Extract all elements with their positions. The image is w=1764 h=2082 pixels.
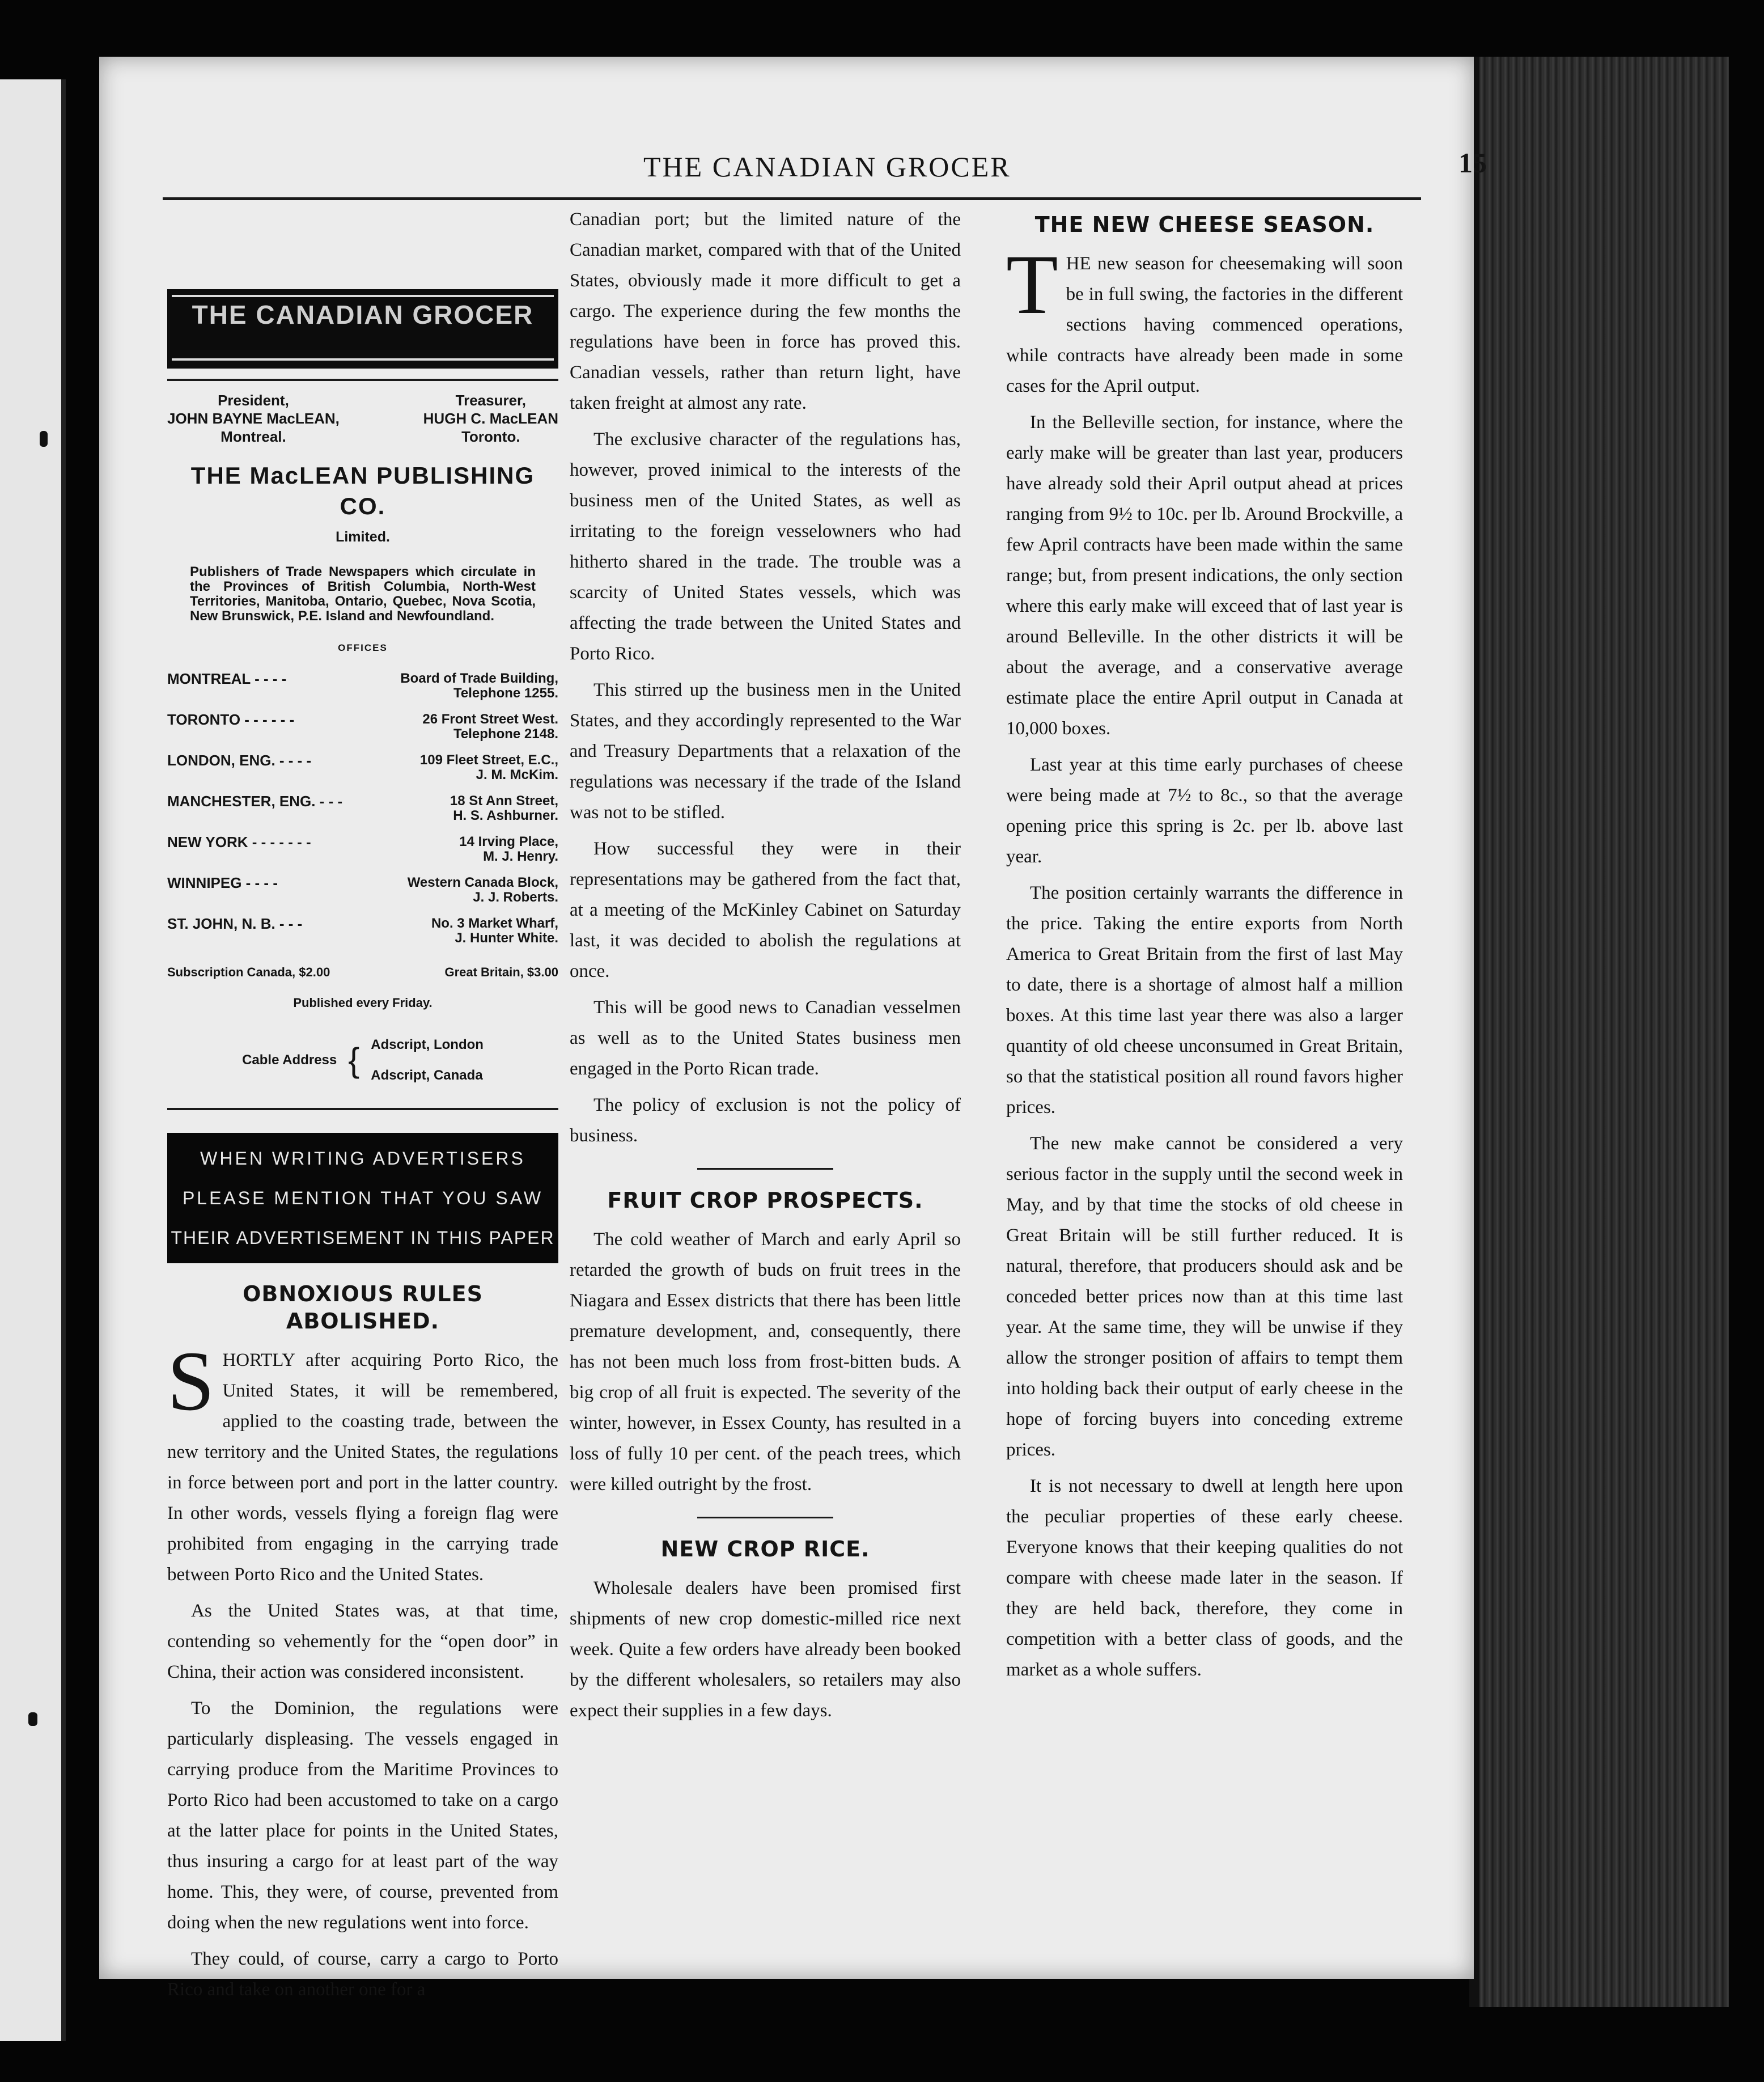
notice-line: WHEN WRITING ADVERTISERS <box>200 1148 525 1169</box>
article-paragraph: The cold weather of March and early April so retarded the growth of buds on fruit trees in the Niagara and Essex districts that there has been little premature development, and, consequently, there has not been much loss from frost-bitten buds. A big crop of all fruit is expected. The severity of the winter, however, in Essex County, has resulted in a loss of fully 10 per cent. of the peach trees, which were killed outright by the frost. <box>570 1229 961 1495</box>
article-paragraph: How successful they were in their representations may be gathered from the fact that, at a meeting of the McKinley Cabinet on Saturday last, it was decided to abolish the regulations at once. <box>570 839 961 981</box>
cable-label: Cable Address <box>242 1052 337 1068</box>
divider <box>167 379 558 381</box>
office-address: 26 Front Street West. Telephone 2148. <box>422 712 558 742</box>
article-paragraph: This will be good news to Canadian vesselmen as well as to the United States business men engaged in the Porto Rican trade. <box>570 997 961 1079</box>
publisher-limited: Limited. <box>336 529 390 545</box>
article-paragraph <box>167 1334 558 1590</box>
president-city: Montreal. <box>220 428 286 445</box>
headline-fruit-crop: FRUIT CROP PROSPECTS. <box>607 1188 923 1213</box>
office-address: Board of Trade Building, Telephone 1255. <box>400 671 558 701</box>
subscription-canada: Subscription Canada, $2.00 <box>167 965 330 979</box>
article-separator <box>697 1168 833 1170</box>
cable-london: Adscript, London <box>371 1037 484 1052</box>
cable-values <box>371 1030 484 1091</box>
article-paragraph: Wholesale dealers have been promised first shipments of new crop domestic-milled rice next week. Quite a few orders have already been booked by the different wholesalers, so retailers may also expect their supplies in a few days. <box>570 1578 961 1721</box>
notice-line: PLEASE MENTION THAT YOU SAW <box>182 1188 544 1208</box>
drop-cap: S <box>167 1334 215 1428</box>
paragraph-text: HORTLY after acquiring Porto Rico, the United States, it will be remembered, applied to the coasting trade, between the new territory and the United States, the regulations in force between port and port in the latter country. In other words, vessels flying a foreign flag were prohibited from engaging in the carrying trade between Porto Rico and the United States. <box>167 1350 558 1585</box>
office-city: TORONTO - - - - - - <box>167 711 295 728</box>
subscription-rates <box>167 957 558 988</box>
office-city: ST. JOHN, N. B. - - - <box>167 915 303 932</box>
treasurer-name: HUGH C. MacLEAN <box>423 410 558 427</box>
divider <box>167 1108 558 1110</box>
page-edge-mark <box>28 1712 37 1726</box>
office-address: No. 3 Market Wharf, J. Hunter White. <box>431 916 558 946</box>
article-paragraph: It is not necessary to dwell at length here upon the peculiar properties of these early cheese. Everyone knows that their keeping qualities do not compare with cheese made later in the season. If they are held back, therefore, they come in competition with a better class of goods, and the market as a whole suffers. <box>1006 1476 1403 1680</box>
president-block <box>167 391 340 446</box>
office-city: NEW YORK - - - - - - - <box>167 833 311 850</box>
notice-line: THEIR ADVERTISEMENT IN THIS PAPER <box>171 1228 555 1248</box>
office-city: MONTREAL - - - - <box>167 670 287 687</box>
running-head: THE CANADIAN GROCER <box>643 151 1011 183</box>
headline-new-crop-rice: NEW CROP RICE. <box>660 1537 870 1562</box>
page-number: 15 <box>1458 147 1487 179</box>
publication-frequency: Published every Friday. <box>293 996 432 1010</box>
office-row <box>167 753 558 782</box>
column-right <box>1006 204 1403 1691</box>
treasurer-label: Treasurer, <box>455 392 526 409</box>
office-address: 109 Fleet Street, E.C., J. M. McKim. <box>419 752 558 782</box>
article-paragraph: In the Belleville section, for instance, where the early make will be greater than last year, producers have already sold their April output ahead at prices ranging from 9½ to 10c. per lb. Around Brockville, a few April contracts have been made within the same range; but, from present indications, the only section where this early make will exceed that of last year is around Belleville. In the other districts it will be about the average, and a conservative average estimate place the entire April output in Canada at 10,000 boxes. <box>1006 412 1403 739</box>
headline-rules-abolished: OBNOXIOUS RULES ABOLISHED. <box>243 1281 483 1334</box>
office-row <box>167 875 558 905</box>
office-row <box>167 916 558 946</box>
office-row <box>167 835 558 864</box>
book-spine-edge <box>1469 57 1729 2007</box>
office-address: 18 St Ann Street, H. S. Ashburner. <box>450 793 558 823</box>
newspaper-page <box>99 57 1487 2000</box>
header-rule <box>163 197 1421 200</box>
drop-cap: T <box>1006 238 1058 332</box>
cable-canada: Adscript, Canada <box>371 1068 483 1083</box>
office-row <box>167 671 558 701</box>
office-city: MANCHESTER, ENG. - - - <box>167 793 343 810</box>
article-paragraph <box>1006 238 1403 401</box>
office-address: Western Canada Block, J. J. Roberts. <box>407 875 558 905</box>
article-separator <box>697 1517 833 1518</box>
article-paragraph: The policy of exclusion is not the policy of business. <box>570 1095 961 1146</box>
column-left <box>167 215 558 2011</box>
article-paragraph: As the United States was, at that time, contending so vehemently for the “open door” in China, their action was considered inconsistent. <box>167 1601 558 1682</box>
office-city: WINNIPEG - - - - <box>167 874 278 891</box>
subscription-britain: Great Britain, $3.00 <box>444 965 558 979</box>
offices-list <box>167 671 558 946</box>
article-paragraph: The position certainly warrants the difference in the price. Taking the entire exports from North America to Great Britain from the first of last May to date, there is a shortage of almost half a million boxes. At this time last year there was also a larger quantity of old cheese unconsumed in Great Britain, so that the statistical position all round favors higher prices. <box>1006 883 1403 1118</box>
treasurer-block <box>423 391 558 446</box>
cable-address <box>167 1030 558 1091</box>
publisher-description: Publishers of Trade Newspapers which circulate in the Provinces of British Columbia, North-West Territories, Manitoba, Ontario, Quebec, Nova Scotia, New Brunswick, P.E. Island and Newfoundland. <box>190 564 536 624</box>
page-edge-mark <box>40 431 48 447</box>
brace-icon: { <box>348 1041 360 1079</box>
officers <box>167 391 558 446</box>
office-row <box>167 794 558 823</box>
masthead-logo <box>167 289 558 369</box>
office-city: LONDON, ENG. - - - - <box>167 752 312 769</box>
article-paragraph: Canadian port; but the limited nature of the Canadian market, compared with that of the United States, obviously made it more difficult to get a cargo. The experience during the few months the regulations have been in force has proved this. Canadian vessels, rather than return light, have taken freight at almost any rate. <box>570 209 961 413</box>
advertiser-notice <box>167 1133 558 1263</box>
article-paragraph: The new make cannot be considered a very serious factor in the supply until the second week in May, and by that time the stocks of old cheese in Great Britain will be still further reduced. It is natural, therefore, that producers should ask and be conceded better prices now than at this time last year. At the same time, they will be unwise if they allow the stronger position of affairs to tempt them into holding back their output of early cheese in the hope of forcing buyers into conceding extreme prices. <box>1006 1133 1403 1460</box>
masthead-rule <box>172 295 554 297</box>
article-paragraph: This stirred up the business men in the United States, and they accordingly represented to the War and Treasury Departments that a relaxation of the regulations was necessary if the trade of the Island was not to be stifled. <box>570 680 961 823</box>
article-paragraph: To the Dominion, the regulations were particularly displeasing. The vessels engaged in carrying produce from the Maritime Provinces to Porto Rico had been accustomed to take on a cargo at the latter place for points in the United States, thus insuring a cargo for at least part of the way home. This, they were, of course, prevented from doing when the new regulations went into force. <box>167 1698 558 1933</box>
masthead-logo-text: THE CANADIAN GROCER <box>192 300 534 329</box>
president-name: JOHN BAYNE MacLEAN, <box>167 410 340 427</box>
treasurer-city: Toronto. <box>461 428 520 445</box>
office-row <box>167 712 558 742</box>
article-paragraph: They could, of course, carry a cargo to Porto Rico and take on another one for a <box>167 1949 558 2000</box>
headline-cheese-season: THE NEW CHEESE SEASON. <box>1034 212 1375 237</box>
office-address: 14 Irving Place, M. J. Henry. <box>459 834 558 864</box>
publisher-name: THE MacLEAN PUBLISHING CO. <box>190 462 535 519</box>
article-paragraph: The exclusive character of the regulations has, however, proved inimical to the interests of the business men of the United States, as well as irritating to the foreign vesselowners who had hitherto shared in the trade. The trouble was a scarcity of United States vessels, which was affecting the trade between the United States and Porto Rico. <box>570 429 961 664</box>
article-paragraph: Last year at this time early purchases of cheese were being made at 7½ to 8c., so that the average opening price this spring is 2c. per lb. above last year. <box>1006 755 1403 867</box>
column-middle <box>570 204 961 1732</box>
offices-heading: OFFICES <box>338 642 388 653</box>
paragraph-text: HE new season for cheesemaking will soon be in full swing, the factories in the different sections having commenced operations, while contracts have already been made in some cases for the April output. <box>1006 253 1403 396</box>
masthead-rule <box>172 358 554 361</box>
facing-page-edge <box>0 79 66 2041</box>
president-label: President, <box>218 392 289 409</box>
